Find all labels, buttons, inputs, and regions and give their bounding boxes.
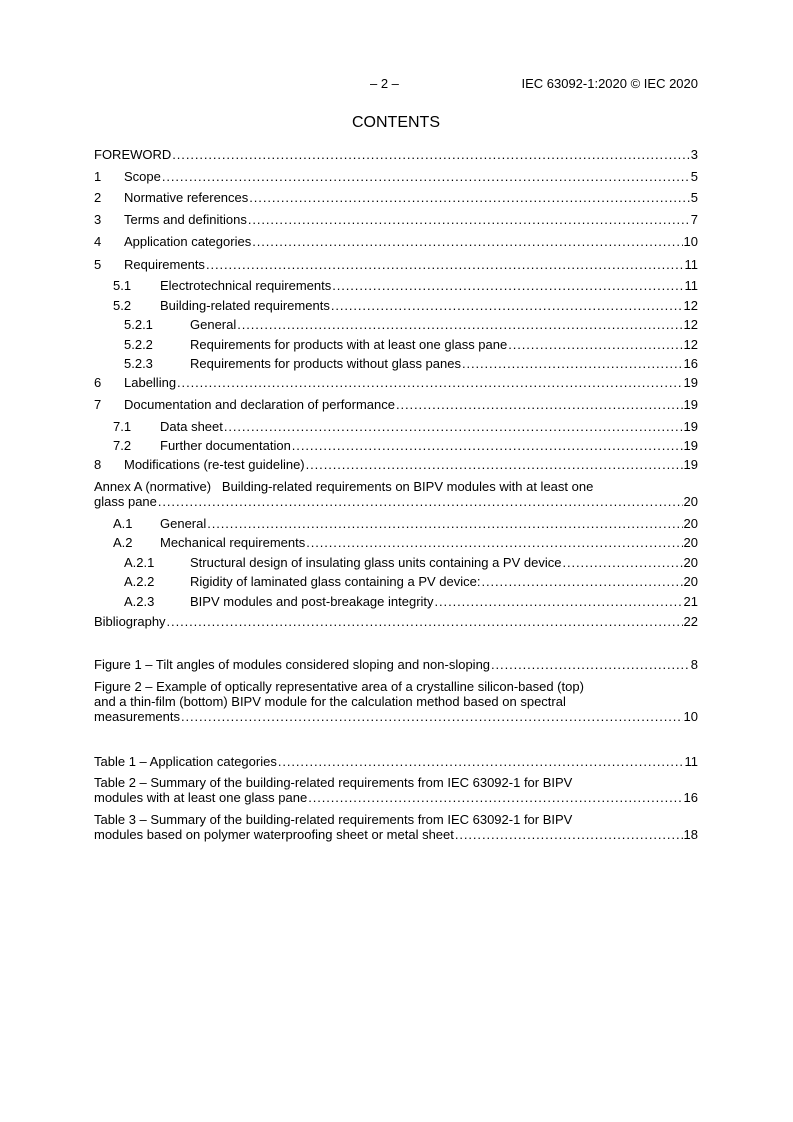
toc-entry-title-line: Annex A (normative) Building-related requirements on BIPV modules with at least one [94,479,594,494]
dot-leader [462,355,683,372]
toc-entry-number: 7.2 [113,438,132,453]
toc-entry-number: A.2 [113,535,133,550]
toc-entry-data-sheet[interactable] [94,418,698,435]
toc-table-1[interactable] [94,753,698,770]
toc-entry-title: Terms and definitions [124,212,247,227]
toc-entry-number: A.1 [113,516,133,531]
toc-entry-page: 16 [683,356,698,371]
dot-leader [249,189,689,206]
toc-entry-normative-references[interactable] [94,189,698,206]
toc-entry-terms-and-definitions[interactable] [94,211,698,228]
toc-table-2[interactable] [94,775,698,805]
toc-entry-title-line: Figure 2 – Example of optically representative area of a crystalline silicon-based (top) [94,679,584,694]
toc-entry-title: Requirements [124,257,205,272]
toc-entry-labelling[interactable] [94,374,698,391]
toc-entry-title: Documentation and declaration of performance [124,397,395,412]
toc-entry-number: 7 [94,397,102,412]
page-number: – 2 – [370,76,399,91]
toc-entry-post-breakage[interactable] [94,593,698,610]
toc-entry-page: 19 [683,419,698,434]
toc-entry-title: Electrotechnical requirements [160,278,332,293]
dot-leader [177,374,682,391]
toc-entry-number: 2 [94,190,102,205]
toc-entry-page: 22 [683,614,698,629]
toc-entry-title-line: Table 2 – Summary of the building-related requirements from IEC 63092-1 for BIPV [94,775,573,790]
dot-leader [248,211,690,228]
toc-entry-page: 20 [683,555,698,570]
standard-reference: IEC 63092-1:2020 © IEC 2020 [521,76,698,91]
toc-entry-title: Building-related requirements [160,298,330,313]
dot-leader [331,297,683,314]
toc-entry-foreword[interactable] [94,146,698,163]
toc-entry-number: A.2.3 [124,594,155,609]
toc-entry-title: Mechanical requirements [160,535,306,550]
toc-entry-number: 5.2 [113,298,132,313]
toc-entry-modifications[interactable] [94,456,698,473]
dot-leader [278,753,684,770]
dot-leader [181,709,683,724]
toc-entry-title: Further documentation [160,438,291,453]
toc-entry-number: A.2.2 [124,574,155,589]
toc-entry-page: 20 [683,494,698,509]
toc-entry-number: 6 [94,375,102,390]
dot-leader [562,554,682,571]
dot-leader [237,316,682,333]
toc-entry-page: 12 [683,298,698,313]
toc-entry-bibliography[interactable] [94,613,698,630]
toc-entry-page: 11 [684,257,698,272]
dot-leader [508,336,682,353]
toc-table-3[interactable] [94,812,698,842]
toc-entry-products-with-glass[interactable] [94,336,698,353]
toc-entry-title: measurements [94,709,180,724]
toc-entry-page: 16 [683,790,698,805]
toc-entry-page: 10 [683,234,698,249]
dot-leader [482,573,683,590]
toc-entry-title: Labelling [124,375,177,390]
toc-entry-number: 3 [94,212,102,227]
toc-entry-title: Data sheet [160,419,223,434]
toc-entry-title: Scope [124,169,161,184]
dot-leader [435,593,683,610]
toc-entry-page: 19 [683,438,698,453]
dot-leader [167,613,683,630]
toc-entry-number: 4 [94,234,102,249]
dot-leader [162,168,690,185]
toc-entry-title: glass pane [94,494,157,509]
toc-entry-page: 11 [684,278,698,293]
toc-entry-page: 10 [683,709,698,724]
toc-entry-page: 20 [683,574,698,589]
toc-entry-title: FOREWORD [94,147,172,162]
dot-leader [308,790,682,805]
toc-entry-annex-a[interactable] [94,479,698,509]
toc-figure-1[interactable] [94,656,698,673]
toc-entry-number: 5.2.2 [124,337,153,352]
toc-entry-structural-design[interactable] [94,554,698,571]
toc-entry-application-categories[interactable] [94,233,698,250]
toc-entry-documentation[interactable] [94,396,698,413]
toc-entry-title: Requirements for products with at least one glass pane [190,337,508,352]
toc-entry-title: Rigidity of laminated glass containing a PV device: [190,574,481,589]
toc-entry-title: Normative references [124,190,249,205]
toc-entry-page: 3 [690,147,698,162]
toc-entry-title-line: Table 3 – Summary of the building-related requirements from IEC 63092-1 for BIPV [94,812,573,827]
toc-entry-annex-general[interactable] [94,515,698,532]
toc-entry-title: Table 1 – Application categories [94,754,277,769]
toc-entry-page: 20 [683,516,698,531]
toc-entry-building-related-requirements[interactable] [94,297,698,314]
toc-entry-page: 21 [683,594,698,609]
toc-entry-title: Figure 1 – Tilt angles of modules considered sloping and non-sloping [94,657,491,672]
dot-leader [332,277,683,294]
toc-entry-page: 7 [690,212,698,227]
toc-entry-number: 7.1 [113,419,132,434]
toc-entry-page: 20 [683,535,698,550]
toc-entry-title: BIPV modules and post-breakage integrity [190,594,434,609]
toc-entry-title: modules based on polymer waterproofing sheet or metal sheet [94,827,454,842]
toc-entry-general[interactable] [94,316,698,333]
toc-entry-scope[interactable] [94,168,698,185]
toc-entry-title: Bibliography [94,614,166,629]
toc-entry-electrotechnical-requirements[interactable] [94,277,698,294]
dot-leader [172,146,689,163]
dot-leader [158,494,683,509]
toc-entry-title: Requirements for products without glass panes [190,356,461,371]
dot-leader [306,534,682,551]
dot-leader [252,233,682,250]
toc-entry-page: 19 [683,397,698,412]
toc-entry-title: General [160,516,207,531]
toc-entry-number: A.2.1 [124,555,155,570]
toc-entry-page: 12 [683,317,698,332]
toc-entry-page: 12 [683,337,698,352]
toc-entry-page: 18 [683,827,698,842]
toc-entry-page: 5 [690,169,698,184]
toc-entry-number: 5 [94,257,102,272]
toc-entry-requirements[interactable] [94,256,698,273]
toc-entry-number: 8 [94,457,102,472]
toc-entry-page: 19 [683,457,698,472]
dot-leader [491,656,690,673]
toc-entry-further-documentation[interactable] [94,437,698,454]
dot-leader [455,827,683,842]
toc-entry-title: Structural design of insulating glass units containing a PV device [190,555,562,570]
toc-entry-rigidity[interactable] [94,573,698,590]
dot-leader [292,437,683,454]
toc-entry-number: 5.2.1 [124,317,153,332]
dot-leader [306,456,683,473]
toc-entry-page: 8 [690,657,698,672]
toc-entry-page: 5 [690,190,698,205]
toc-entry-mechanical-requirements[interactable] [94,534,698,551]
page-title: CONTENTS [352,114,440,131]
toc-entry-title: General [190,317,237,332]
toc-entry-title-line: and a thin-film (bottom) BIPV module for the calculation method based on spectral [94,694,566,709]
dot-leader [207,515,682,532]
toc-entry-page: 11 [684,754,698,769]
dot-leader [206,256,684,273]
toc-entry-title: Modifications (re-test guideline) [124,457,305,472]
toc-entry-number: 1 [94,169,102,184]
dot-leader [224,418,683,435]
toc-entry-products-without-glass[interactable] [94,355,698,372]
toc-figure-2[interactable] [94,679,698,724]
toc-entry-title: Application categories [124,234,252,249]
toc-entry-title: modules with at least one glass pane [94,790,308,805]
dot-leader [396,396,683,413]
toc-entry-number: 5.1 [113,278,132,293]
toc-entry-number: 5.2.3 [124,356,153,371]
page-header [94,76,698,94]
toc-entry-page: 19 [683,375,698,390]
